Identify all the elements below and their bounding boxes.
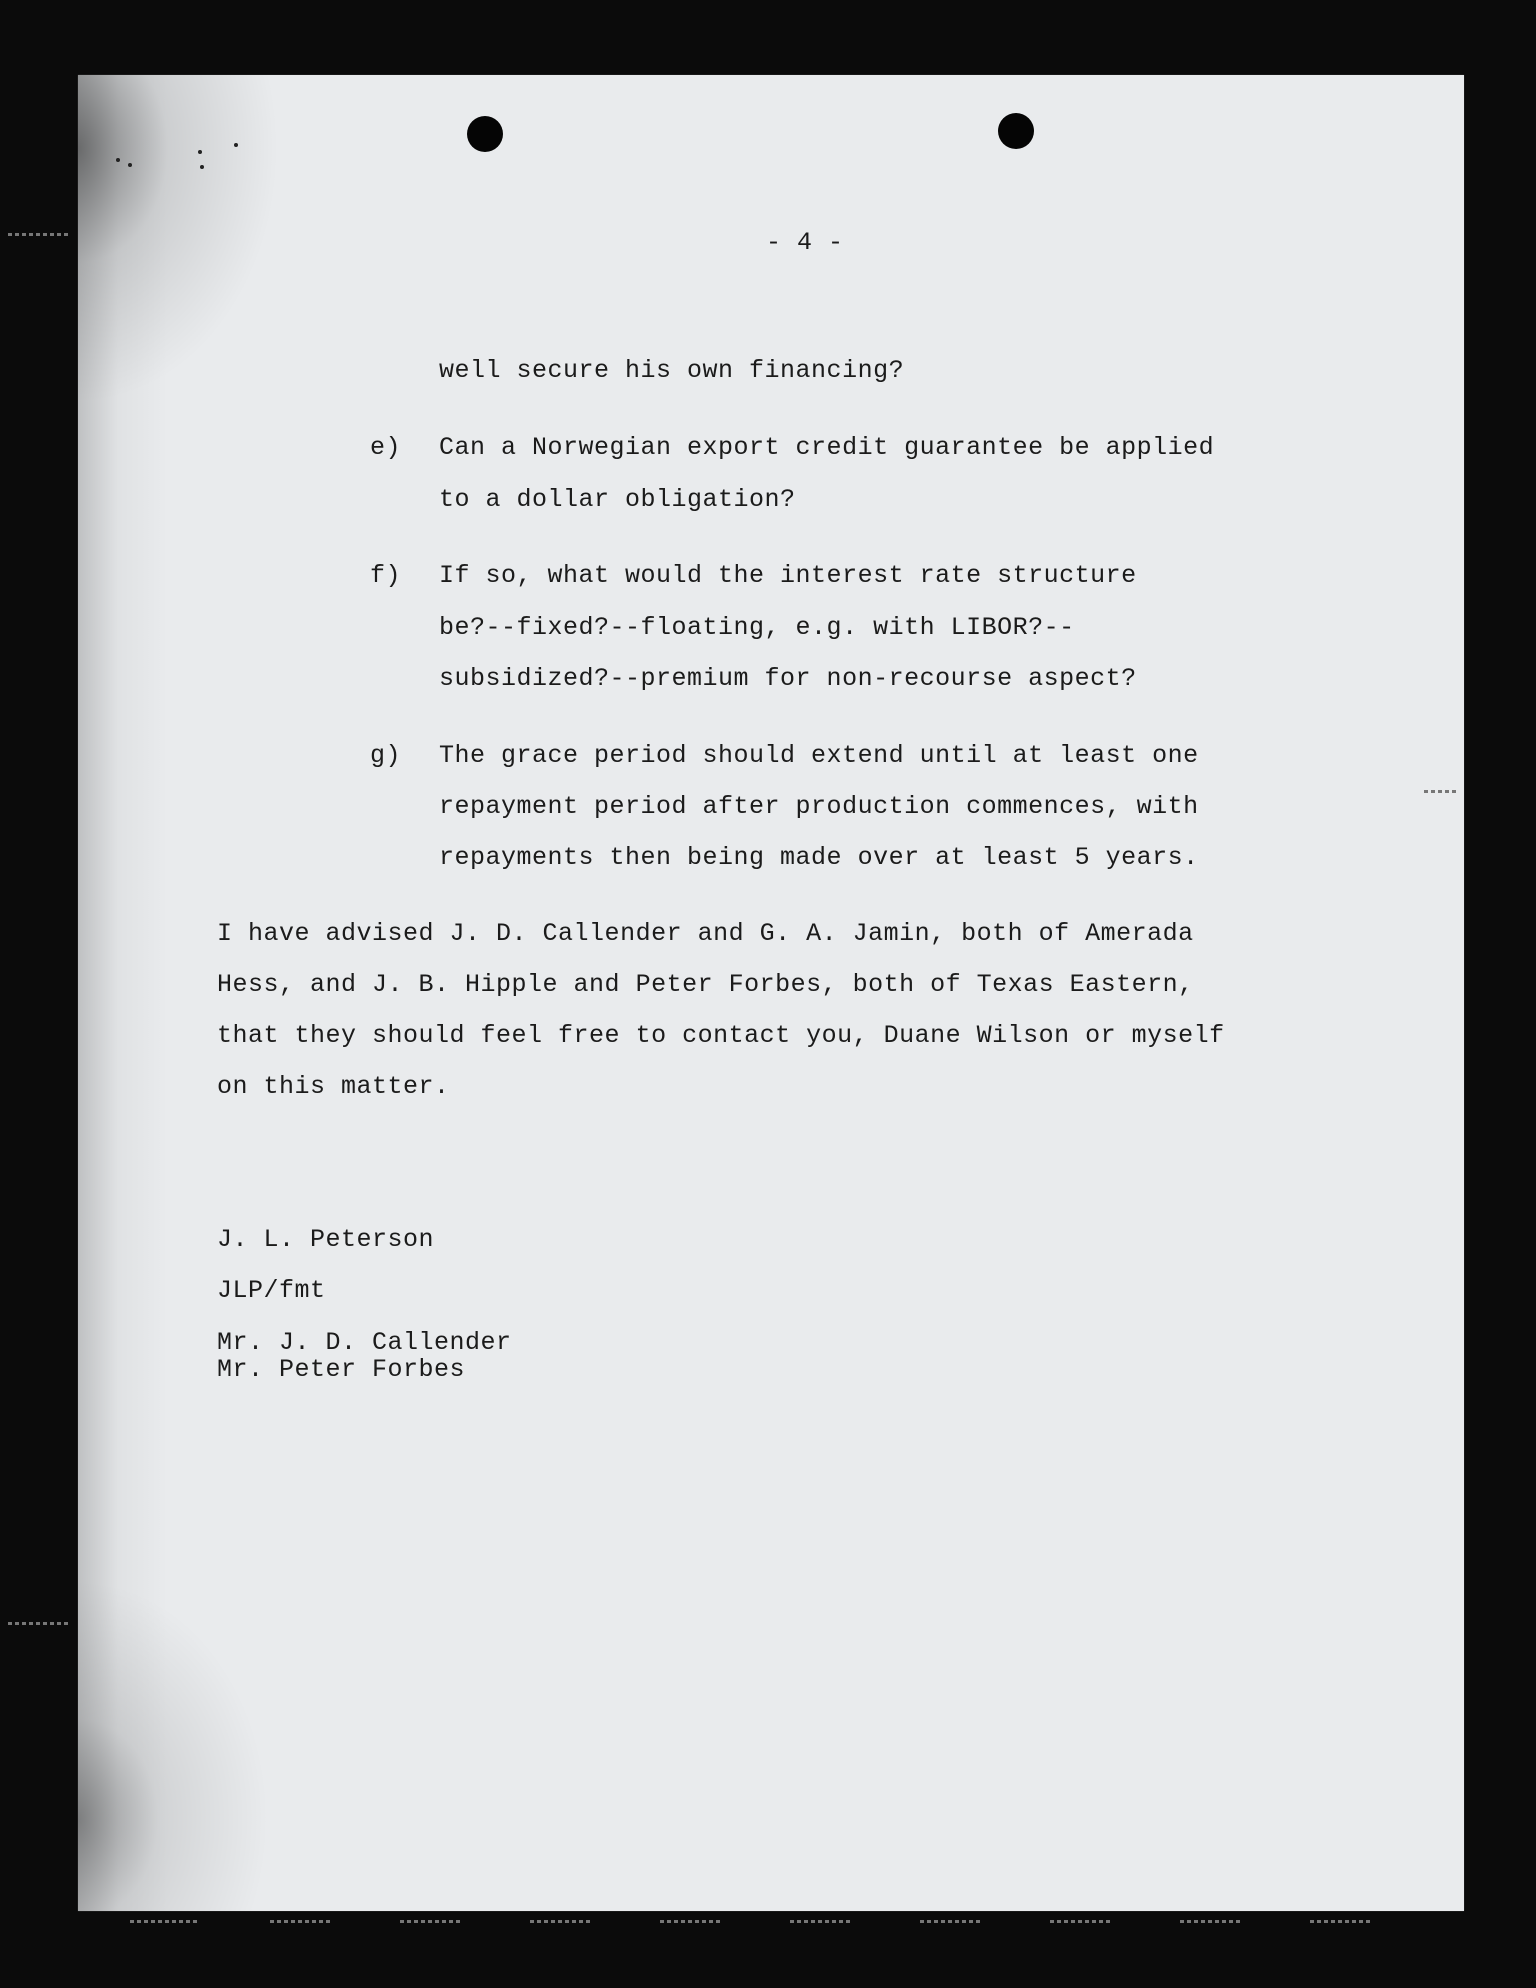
paragraph-line: on this matter. [217, 1072, 450, 1101]
scan-edge-mark [270, 1920, 330, 1923]
list-marker: f) [370, 561, 402, 590]
dust-speck [200, 165, 204, 169]
scan-edge-mark [8, 1622, 68, 1625]
scan-edge-mark [660, 1920, 720, 1923]
dust-speck [198, 150, 202, 154]
punch-hole-right [998, 113, 1034, 149]
paragraph-line: Hess, and J. B. Hipple and Peter Forbes, both of Texas Eastern, [217, 970, 1194, 999]
paragraph-line: I have advised J. D. Callender and G. A. Jamin, both of Amerada [217, 919, 1194, 948]
question-line: Can a Norwegian export credit guarantee be applied [439, 433, 1215, 462]
list-marker: g) [370, 741, 402, 770]
signature: J. L. Peterson [217, 1225, 435, 1254]
page-number: - 4 - [766, 228, 844, 257]
continuation-line: well secure his own financing? [439, 356, 905, 385]
scan-edge-mark [1050, 1920, 1110, 1923]
question-line: If so, what would the interest rate structure [439, 561, 1137, 590]
scan-edge-mark [530, 1920, 590, 1923]
scan-edge-mark [1310, 1920, 1370, 1923]
question-line: be?--fixed?--floating, e.g. with LIBOR?-- [439, 613, 1075, 642]
question-line: subsidized?--premium for non-recourse aspect? [439, 664, 1137, 693]
scan-edge-mark [1180, 1920, 1240, 1923]
dust-speck [234, 143, 238, 147]
paragraph-line: that they should feel free to contact you, Duane Wilson or myself [217, 1021, 1225, 1050]
dust-speck [116, 158, 120, 162]
question-line: repayment period after production commences, with [439, 792, 1199, 821]
cc-recipient: Mr. Peter Forbes [217, 1355, 466, 1384]
question-line: repayments then being made over at least 5 years. [439, 843, 1199, 872]
scan-edge-mark [8, 233, 68, 236]
dust-speck [128, 163, 132, 167]
paper-sheet [78, 75, 1464, 1911]
punch-hole-left [467, 116, 503, 152]
reference-initials: JLP/fmt [217, 1276, 326, 1305]
scan-edge-mark [400, 1920, 460, 1923]
scan-edge-mark [1424, 790, 1458, 793]
cc-recipient: Mr. J. D. Callender [217, 1328, 512, 1357]
question-line: to a dollar obligation? [439, 485, 796, 514]
question-line: The grace period should extend until at least one [439, 741, 1199, 770]
scan-edge-mark [920, 1920, 980, 1923]
list-marker: e) [370, 433, 402, 462]
scan-edge-mark [790, 1920, 850, 1923]
scan-edge-mark [130, 1920, 200, 1923]
